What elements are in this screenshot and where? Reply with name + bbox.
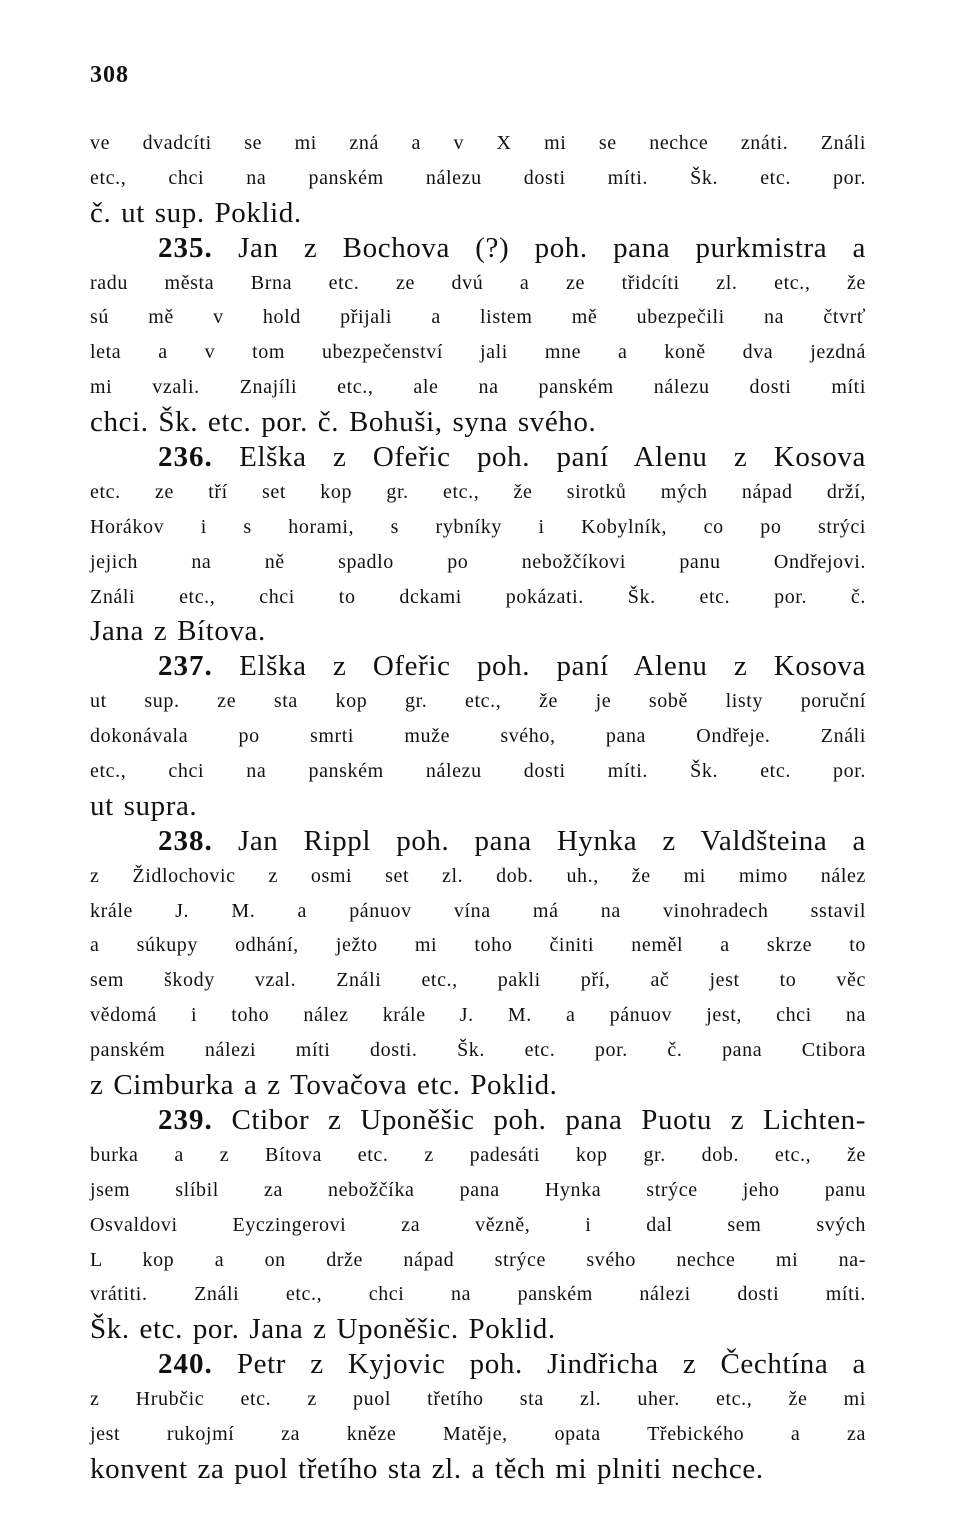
page-number: 308 [90,62,129,88]
line-text: mi vzali. Znajíli etc., ale na panském nálezu dosti míti [90,376,866,399]
line-text: Jan Rippl poh. pana Hynka z Valdšteina a [237,824,866,857]
line-text: ve dvadcíti se mi zná a v X mi se nechce znáti. Ználi [90,132,866,154]
text-line [90,684,866,719]
line-text: Jan z Bochova (?) poh. pana purkmistra a [238,231,867,264]
text-line [90,1243,866,1278]
line-text: L kop a on drže nápad strýce svého nechce mi na- [90,1248,866,1271]
text-line [90,405,866,440]
line-text: vědomá i toho nález krále J. M. a pánuov jest, chci na [90,1004,866,1027]
line-text: jejich na ně spadlo po nebožčíkovi panu Ondřejovi. [90,550,866,573]
entry-number: 239. [158,1103,213,1136]
line-text: etc. ze tří set kop gr. etc., že sirotků mých nápad drží, [90,480,866,503]
text-line [90,161,866,196]
text-line [90,126,866,161]
line-text: ut sup. ze sta kop gr. etc., že je sobě listy poruční [90,690,866,713]
line-text: č. ut sup. Poklid. [90,196,302,229]
text-line [90,894,866,929]
entry-number: 237. [158,650,213,683]
line-text: Ználi etc., chci to dckami pokázati. Šk. etc. por. č. [90,585,866,608]
entry-first-line [90,231,866,266]
text-line [90,614,866,649]
line-text: a súkupy odhání, ježto mi toho činiti neměl a skrze to [90,934,866,957]
text-line [90,963,866,998]
text-line [90,789,866,824]
text-line [90,1173,866,1208]
line-text: radu města Brna etc. ze dvú a ze třidcíti zl. etc., že [90,271,866,294]
text-line [90,300,866,335]
text-line [90,1382,866,1417]
line-text: Horákov i s horami, s rybníky i Kobylník, co po strýci [90,515,866,538]
line-text: Šk. etc. por. Jana z Uponěšic. Poklid. [90,1313,556,1346]
text-line [90,754,866,789]
line-text: vrátiti. Ználi etc., chci na panském nálezi dosti míti. [90,1283,866,1306]
entry-first-line [90,824,866,859]
line-text: leta a v tom ubezpečenství jali mne a koně dva jezdná [90,341,866,364]
line-text: burka a z Bítova etc. z padesáti kop gr. dob. etc., že [90,1143,866,1166]
entry-first-line [90,1103,866,1138]
entry-first-line [90,1347,866,1382]
entry-number: 240. [158,1348,213,1381]
text-line [90,998,866,1033]
text-line [90,1277,866,1312]
line-text: Elška z Ofeřic poh. paní Alenu z Kosova [239,441,866,474]
text-line [90,928,866,963]
entry-number: 238. [158,824,213,857]
line-text: ut supra. [90,789,198,822]
text-line [90,545,866,580]
text-line [90,1068,866,1103]
line-text: dokonávala po smrti muže svého, pana Ondřeje. Ználi [90,725,866,748]
line-text: jsem slíbil za nebožčíka pana Hynka strýce jeho panu [90,1178,866,1201]
text-line [90,1208,866,1243]
text-line [90,1312,866,1347]
text-line [90,1033,866,1068]
line-text: sem škody vzal. Ználi etc., pakli pří, ač jest to věc [90,969,866,992]
line-text: etc., chci na panském nálezu dosti míti. Šk. etc. por. [90,760,866,783]
entry-number: 236. [158,441,213,474]
text-line [90,510,866,545]
line-text: z Hrubčic etc. z puol třetího sta zl. uher. etc., že mi [90,1388,866,1411]
entry-number: 235. [158,231,213,264]
text-line [90,475,866,510]
line-text: z Cimburka a z Tovačova etc. Poklid. [90,1069,558,1102]
text-line [90,266,866,301]
line-text: chci. Šk. etc. por. č. Bohuši, syna svého. [90,406,597,439]
text-line [90,719,866,754]
line-text: Petr z Kyjovic poh. Jindřicha z Čechtína a [236,1348,866,1381]
line-text: Osvaldovi Eyczingerovi za vězně, i dal sem svých [90,1213,866,1236]
line-text: Jana z Bítova. [90,615,266,648]
line-text: krále J. M. a pánuov vína má na vinohradech sstavil [90,899,866,922]
text-line [90,1138,866,1173]
line-text: jest rukojmí za kněze Matěje, opata Třebického a za [90,1422,866,1445]
line-text: konvent za puol třetího sta zl. a těch mi plniti nechce. [90,1452,764,1485]
text-line [90,1452,866,1487]
entry-first-line [90,649,866,684]
text-line [90,335,866,370]
line-text: panském nálezi míti dosti. Šk. etc. por. č. pana Ctibora [90,1039,866,1062]
line-text: z Židlochovic z osmi set zl. dob. uh., že mi mimo nález [90,864,866,887]
line-text: sú mě v hold přijali a listem mě ubezpečili na čtvrť [90,306,866,329]
body-text [90,126,866,1487]
text-line [90,196,866,231]
line-text: Ctibor z Uponěšic poh. pana Puotu z Lichten- [231,1103,866,1136]
line-text: etc., chci na panském nálezu dosti míti. Šk. etc. por. [90,166,866,189]
text-line [90,1417,866,1452]
line-text: Elška z Ofeřic poh. paní Alenu z Kosova [239,650,866,683]
text-line [90,370,866,405]
text-line [90,580,866,615]
entry-first-line [90,440,866,475]
text-line [90,859,866,894]
